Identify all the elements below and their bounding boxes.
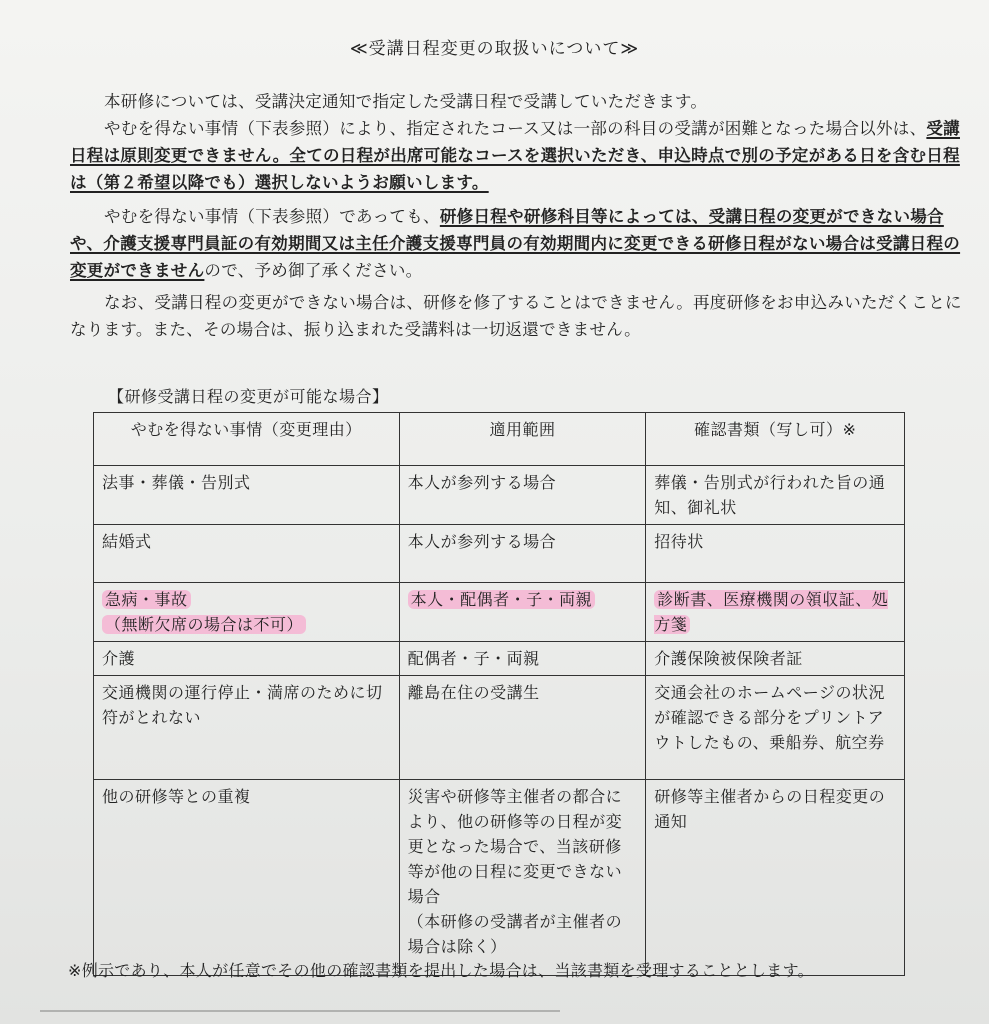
table-row [94,525,905,583]
cell-docs: 葬儀・告別式が行われた旨の通知、御礼状 [646,466,905,525]
paragraph-2 [70,115,975,196]
cell-scope: 本人が参列する場合 [399,466,646,525]
cell-reason [94,583,400,642]
page-edge-divider [40,1010,560,1024]
cell-scope-text: 災害や研修等主催者の都合により、他の研修等の日程が変更となった場合で、当該研修等が他の日程に変更できない場合 [407,787,623,906]
highlight-scope: 本人・配偶者・子・両親 [408,590,596,609]
page-title: ≪受講日程変更の取扱いについて≫ [349,39,640,59]
header-scope: 適用範囲 [399,413,646,466]
cell-reason: 交通機関の運行停止・満席のために切符がとれない [94,676,400,780]
cell-docs: 交通会社のホームページの状況が確認できる部分をプリントアウトしたもの、乗船券、航空券 [646,676,905,780]
cell-scope: 本人が参列する場合 [399,525,646,583]
highlight-docs: 診断書、医療機関の領収証、処方箋 [654,590,889,634]
paragraph-3-emphasis: 研修日程や研修科目等によっては、受講日程の変更ができない場合や、介護支援専門員証の有効期間又は主任介護支援専門員の有効期間内に変更できる研修日程がない場合は受講日程の変更ができません [70,207,961,280]
footnote: ※例示であり、本人が任意でその他の確認書類を提出した場合は、当該書類を受理することとします。 [68,961,814,980]
cell-scope [399,583,646,642]
cell-reason: 結婚式 [94,525,400,583]
table-row [94,780,905,976]
cell-docs: 研修等主催者からの日程変更の通知 [646,780,905,976]
header-docs: 確認書類（写し可）※ [646,413,905,466]
paragraph-2-text: やむを得ない事情（下表参照）により、指定されたコース又は一部の科目の受講が困難となった場合以外は、 [104,119,927,138]
highlight-reason-note: （無断欠席の場合は不可） [102,615,306,634]
change-conditions-table [93,412,905,976]
cell-scope: 離島在住の受講生 [399,676,646,780]
cell-docs [646,583,905,642]
paragraph-4-text: なお、受講日程の変更ができない場合は、研修を修了することはできません。再度研修をお申込みいただくことになります。また、その場合は、振り込まれた受講料は一切返還できません。 [70,293,962,339]
paragraph-1 [70,88,975,115]
table-row [94,676,905,780]
paragraph-2-emphasis: 受講日程は原則変更できません。全ての日程が出席可能なコースを選択いただき、申込時点で別の予定がある日を含む日程は（第２希望以降でも）選択しないようお願いします。 [70,119,960,192]
cell-reason: 他の研修等との重複 [94,780,400,976]
paragraph-1-text: 本研修については、受講決定通知で指定した受講日程で受講していただきます。 [104,92,708,111]
paragraph-4 [70,289,975,343]
table-row [94,466,905,525]
cell-docs: 介護保険被保険者証 [646,642,905,676]
paragraph-3-text: やむを得ない事情（下表参照）であっても、 [104,207,440,226]
cell-scope: 配偶者・子・両親 [399,642,646,676]
table-row [94,642,905,676]
cell-docs: 招待状 [646,525,905,583]
table-row [94,583,905,642]
cell-scope-note: （本研修の受講者が主催者の場合は除く） [407,912,623,956]
paragraph-3-tail: ので、予め御了承ください。 [204,261,423,280]
highlight-reason: 急病・事故 [102,590,191,609]
cell-reason: 介護 [94,642,400,676]
table-title: 【研修受講日程の変更が可能な場合】 [108,387,389,406]
cell-reason: 法事・葬儀・告別式 [94,466,400,525]
table-header-row [94,413,905,466]
paragraph-3 [70,203,975,284]
header-reason: やむを得ない事情（変更理由） [94,413,400,466]
cell-scope [399,780,646,976]
